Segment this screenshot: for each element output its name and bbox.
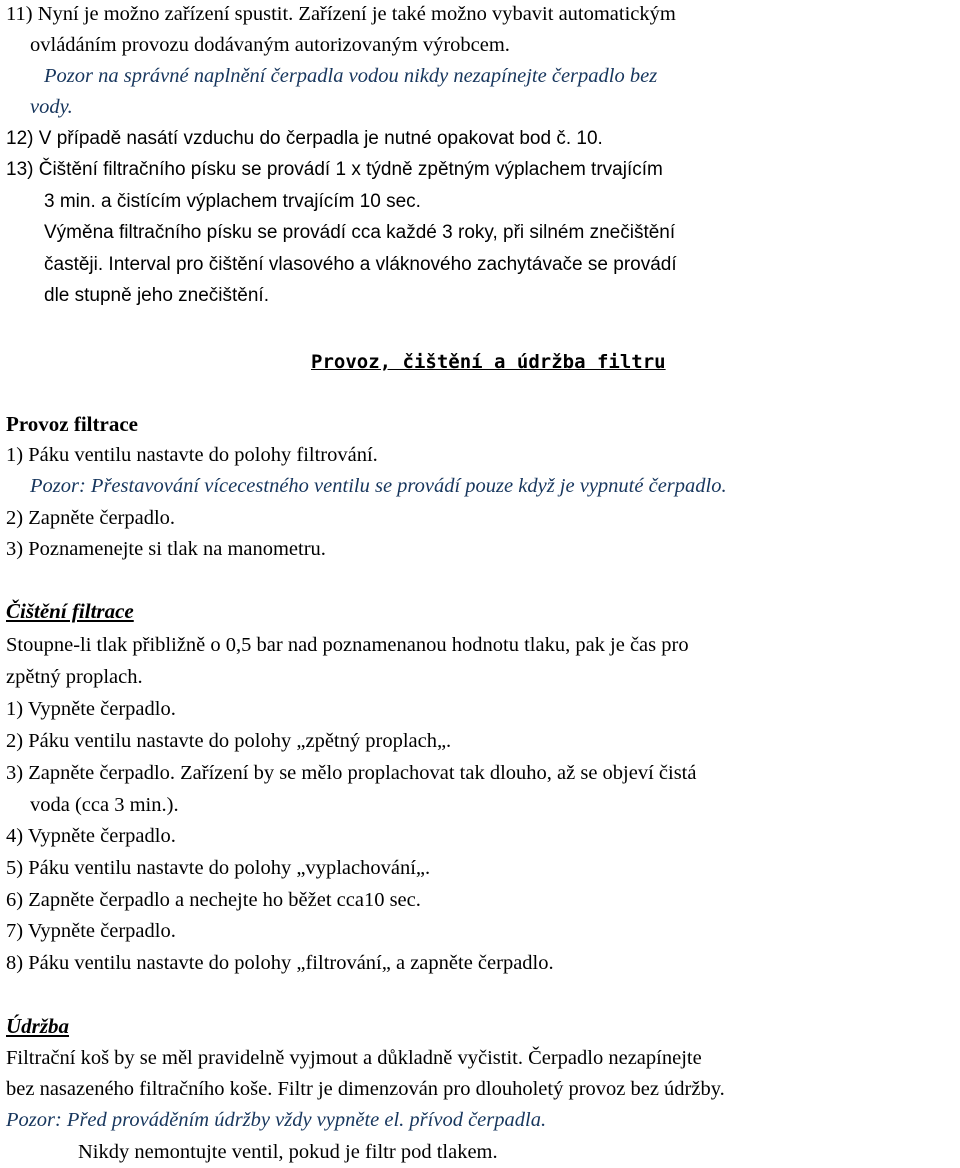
cisteni-step-1: 1) Vypněte čerpadlo.	[6, 698, 176, 720]
provoz-step-2: 2) Zapněte čerpadlo.	[6, 507, 176, 529]
cisteni-intro-line-1: Stoupne-li tlak přibližně o 0,5 bar nad poznamenanou hodnotu tlaku, pak je čas pro	[6, 634, 689, 656]
cisteni-step-5: 5) Páku ventilu nastavte do polohy „vyplachování„.	[6, 857, 431, 879]
step-13-line-4: častěji. Interval pro čištění vlasového a vláknového zachytávače se provádí	[44, 254, 677, 275]
step-12: 12) V případě nasátí vzduchu do čerpadla je nutné opakovat bod č. 10.	[6, 128, 603, 149]
cisteni-step-8: 8) Páku ventilu nastavte do polohy „filtrování„ a zapněte čerpadlo.	[6, 952, 554, 974]
provoz-step-3: 3) Poznamenejte si tlak na manometru.	[6, 538, 326, 560]
provoz-step-1: 1) Páku ventilu nastavte do polohy filtrování.	[6, 444, 378, 466]
section-title: Provoz, čištění a údržba filtru	[311, 351, 666, 373]
cisteni-step-7: 7) Vypněte čerpadlo.	[6, 920, 176, 942]
udrzba-warning: Pozor: Před prováděním údržby vždy vypněte el. přívod čerpadla.	[6, 1109, 547, 1131]
cisteni-step-3-line-2: voda (cca 3 min.).	[30, 794, 179, 816]
step-11-line-1: 11) Nyní je možno zařízení spustit. Zařízení je také možno vybavit automatickým	[6, 3, 676, 25]
cisteni-intro-line-2: zpětný proplach.	[6, 666, 143, 688]
step-11-line-2: ovládáním provozu dodávaným autorizovaným výrobcem.	[30, 34, 510, 56]
cisteni-step-2: 2) Páku ventilu nastavte do polohy „zpětný proplach„.	[6, 730, 452, 752]
step-13-line-1: 13) Čištění filtračního písku se provádí 1 x týdně zpětným výplachem trvajícím	[6, 159, 663, 180]
step-13-line-3: Výměna filtračního písku se provádí cca každé 3 roky, při silném znečištění	[44, 222, 676, 243]
step-13-line-2: 3 min. a čistícím výplachem trvajícím 10 sec.	[44, 191, 421, 212]
step-13-line-5: dle stupně jeho znečištění.	[44, 285, 269, 306]
udrzba-line-2: bez nasazeného filtračního koše. Filtr je dimenzován pro dlouholetý provoz bez údržby.	[6, 1078, 725, 1100]
provoz-warning: Pozor: Přestavování vícecestného ventilu se provádí pouze když je vypnuté čerpadlo.	[30, 475, 727, 497]
cisteni-step-4: 4) Vypněte čerpadlo.	[6, 825, 176, 847]
cisteni-heading: Čištění filtrace	[6, 599, 134, 623]
cisteni-step-6: 6) Zapněte čerpadlo a nechejte ho běžet cca10 sec.	[6, 889, 421, 911]
step-11-warning-line-2: vody.	[30, 96, 73, 118]
step-11-warning-line-1: Pozor na správné naplnění čerpadla vodou nikdy nezapínejte čerpadlo bez	[44, 65, 658, 87]
udrzba-line-1: Filtrační koš by se měl pravidelně vyjmout a důkladně vyčistit. Čerpadlo nezapínejte	[6, 1047, 702, 1069]
udrzba-heading: Údržba	[6, 1014, 70, 1038]
cisteni-step-3-line-1: 3) Zapněte čerpadlo. Zařízení by se mělo proplachovat tak dlouho, až se objeví čistá	[6, 762, 697, 784]
udrzba-line-3: Nikdy nemontujte ventil, pokud je filtr pod tlakem.	[78, 1141, 498, 1163]
provoz-heading: Provoz filtrace	[6, 412, 138, 436]
